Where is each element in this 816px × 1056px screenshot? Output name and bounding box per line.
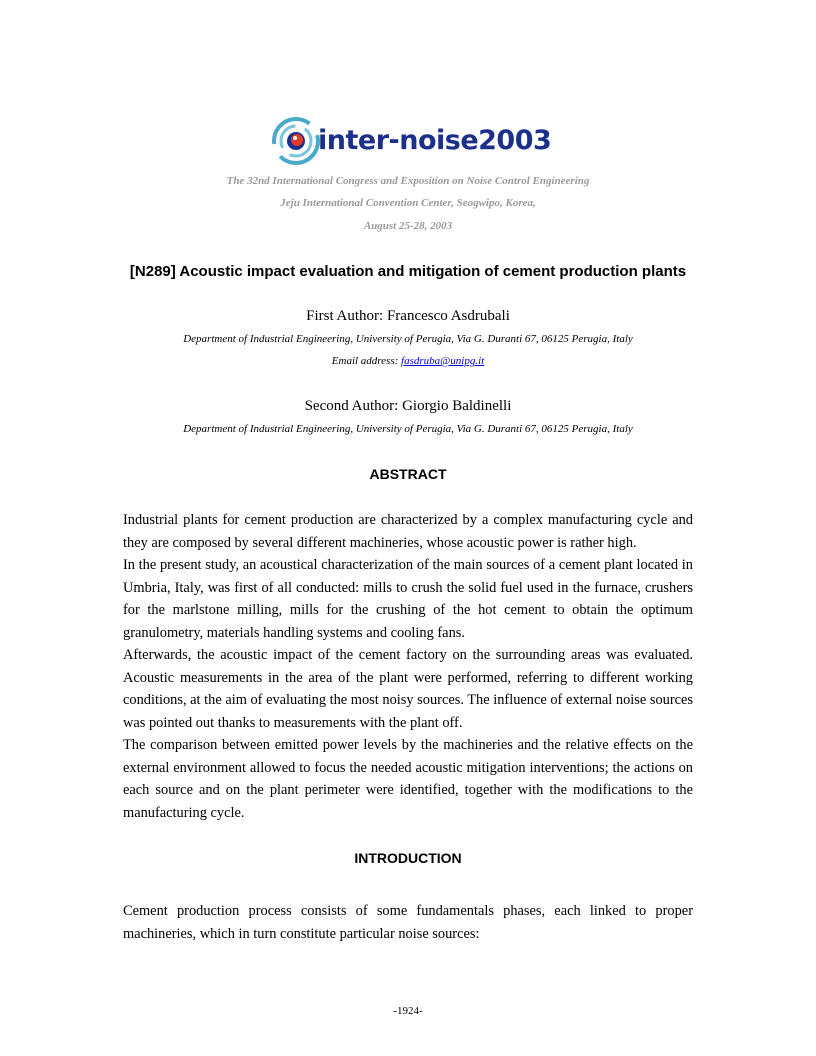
- abstract-paragraph: In the present study, an acoustical characterization of the main sources of a cement plant located in Umbria, Italy, was first of all conducted: mills to crush the solid fuel used in the furnace, crushers for the marlstone milling, mills for the crushing of the hot cement to obtain the optimum granulometry, materials handling systems and cooling fans.: [123, 557, 693, 641]
- logo-text: inter-noise2003: [318, 125, 552, 156]
- conference-name: The 32nd International Congress and Exposition on Noise Control Engineering: [226, 175, 590, 187]
- conference-logo: [272, 114, 552, 168]
- second-author: Second Author: Giorgio Baldinelli: [304, 398, 512, 414]
- abstract-paragraph: Afterwards, the acoustic impact of the cement factory on the surrounding areas was evaluated. Acoustic measurements in the area of the plant were performed, referring to different working conditions, at the aim of evaluating the most noisy sources. The influence of external noise sources was pointed out thanks to measurements with the plant off.: [123, 647, 694, 731]
- first-author: First Author: Francesco Asdrubali: [306, 308, 510, 324]
- inter-noise-logo-icon: [272, 114, 320, 168]
- email-line: [0, 355, 816, 367]
- conference-venue: Jeju International Convention Center, Seogwipo, Korea,: [280, 197, 536, 209]
- abstract-body: [123, 509, 693, 824]
- introduction-body: [123, 900, 693, 945]
- introduction-heading: INTRODUCTION: [354, 850, 462, 866]
- introduction-paragraph: Cement production process consists of some fundamentals phases, each linked to proper machineries, which in turn constitute particular noise sources:: [123, 903, 693, 942]
- second-author-affiliation: Department of Industrial Engineering, University of Perugia, Via G. Duranti 67, 06125 Perugia, Italy: [183, 423, 633, 435]
- paper-title: [N289] Acoustic impact evaluation and mitigation of cement production plants: [129, 263, 687, 280]
- abstract-paragraph: The comparison between emitted power levels by the machineries and the relative effects on the external environment allowed to focus the needed acoustic mitigation interventions; the actions on each source and on the plant perimeter were identified, together with the modifications to the manufacturing cycle.: [123, 737, 693, 821]
- email-label: Email address:: [331, 355, 399, 367]
- first-author-affiliation: Department of Industrial Engineering, University of Perugia, Via G. Duranti 67, 06125 Perugia, Italy: [183, 333, 633, 345]
- email-link[interactable]: fasdruba@unipg.it: [401, 355, 485, 367]
- abstract-heading: ABSTRACT: [369, 466, 447, 482]
- conference-dates: August 25-28, 2003: [363, 220, 453, 232]
- page-number: -1924-: [393, 1005, 423, 1017]
- abstract-paragraph: Industrial plants for cement production are characterized by a complex manufacturing cycle and they are composed by several different machineries, whose acoustic power is rather high.: [123, 512, 693, 551]
